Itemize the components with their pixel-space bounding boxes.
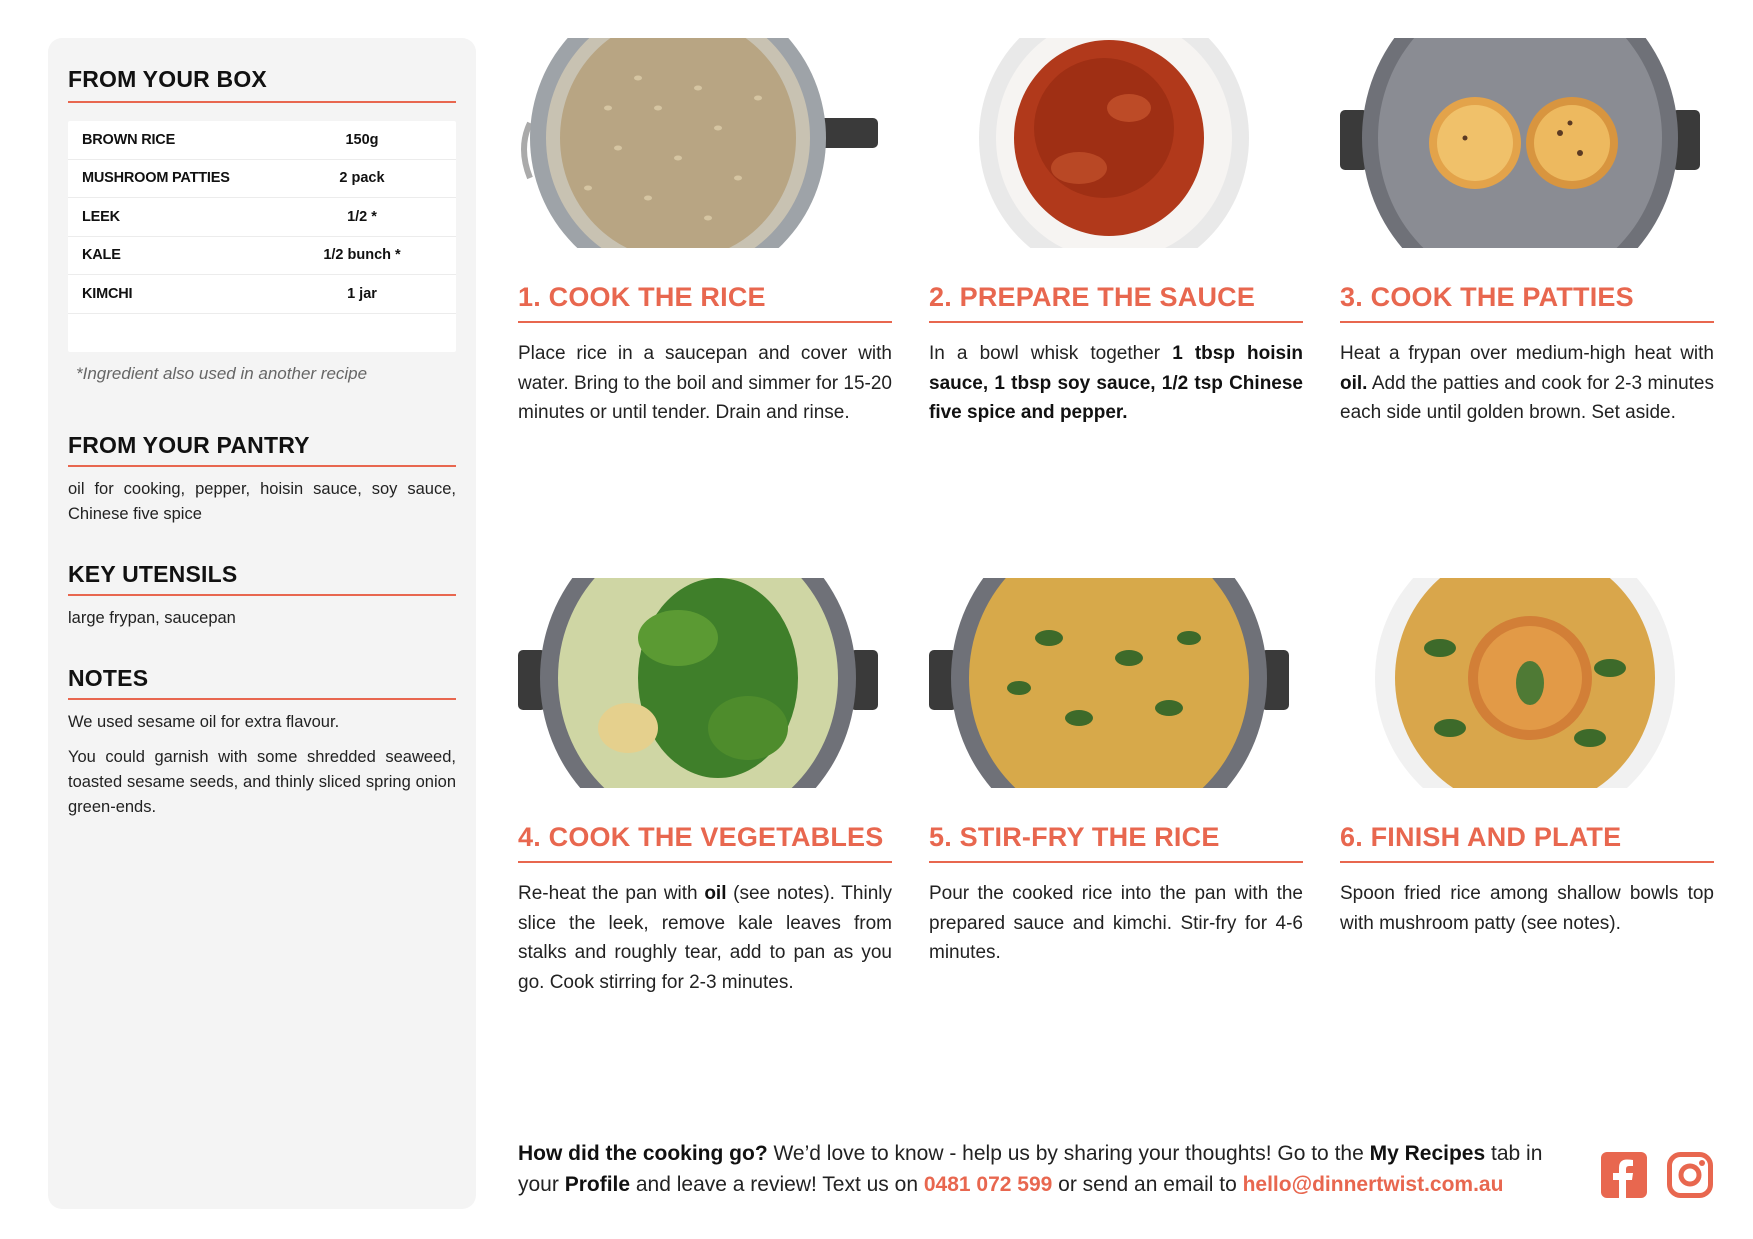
ingredient-name: MUSHROOM PATTIES xyxy=(82,170,230,187)
ingredient-row-empty xyxy=(68,314,456,352)
rice-in-colander-photo xyxy=(518,38,878,248)
step-title: 2. PREPARE THE SAUCE xyxy=(929,282,1303,323)
step-body-text: Heat a frypan over medium-high heat with xyxy=(1340,343,1714,364)
step-body-text: (see notes). Thinly slice the leek, remove kale leaves from stalks and roughly tear, add to pan as you go. Cook stirring for 2-3 minutes. xyxy=(518,883,892,993)
step-1 xyxy=(518,38,892,428)
ingredient-name: KIMCHI xyxy=(82,285,133,302)
ingredient-qty: 1 jar xyxy=(347,285,377,302)
step-4 xyxy=(518,578,892,997)
note-text: We used sesame oil for extra flavour. xyxy=(68,712,340,731)
footer-text: or send an email to xyxy=(1052,1173,1243,1196)
step-body xyxy=(518,879,892,997)
ingredient-name: LEEK xyxy=(82,208,120,225)
footer-bold: Profile xyxy=(564,1173,631,1196)
ingredient-footnote: *Ingredient also used in another recipe xyxy=(76,363,368,383)
footer-text: tab in your xyxy=(518,1142,1543,1196)
ingredient-name: KALE xyxy=(82,247,121,264)
ingredient-row xyxy=(68,237,456,276)
recipe-sidebar xyxy=(48,38,476,1209)
ingredient-row xyxy=(68,121,456,160)
step-5 xyxy=(929,578,1303,968)
step-body-text: Add the patties and cook for 2-3 minutes each side until golden brown. Set aside. xyxy=(1340,372,1714,423)
footer-text: We’d love to know - help us by sharing your thoughts! Go to the xyxy=(767,1142,1370,1165)
step-body xyxy=(929,339,1303,428)
facebook-icon[interactable] xyxy=(1601,1152,1647,1198)
step-title: 5. STIR-FRY THE RICE xyxy=(929,822,1303,863)
step-body-text: Place rice in a saucepan and cover with water. Bring to the boil and simmer for 15-20 minutes or until tender. Drain and rinse. xyxy=(518,343,892,423)
plated-dish-photo xyxy=(1340,578,1700,788)
pantry-section xyxy=(68,432,456,527)
step-6 xyxy=(1340,578,1714,938)
notes-section xyxy=(68,665,456,820)
step-3 xyxy=(1340,38,1714,428)
ingredient-qty: 2 pack xyxy=(339,170,385,187)
ingredient-row xyxy=(68,198,456,237)
pantry-text: oil for cooking, pepper, hoisin sauce, soy sauce, Chinese five spice xyxy=(68,479,456,523)
footer-bold: My Recipes xyxy=(1369,1142,1486,1165)
step-body xyxy=(1340,879,1714,938)
instagram-icon[interactable] xyxy=(1667,1152,1713,1198)
ingredient-table xyxy=(68,121,456,352)
step-body-bold: 1 tbsp hoisin sauce, 1 tbsp soy sauce, 1/2 tsp Chinese five spice and pepper. xyxy=(929,343,1303,423)
ingredient-qty: 1/2 bunch * xyxy=(323,247,401,264)
footer-link[interactable]: 0481 072 599 xyxy=(923,1173,1053,1196)
ingredient-row xyxy=(68,160,456,199)
step-body xyxy=(518,339,892,428)
utensils-text: large frypan, saucepan xyxy=(68,608,236,627)
step-body-text: Spoon fried rice among shallow bowls top with mushroom patty (see notes). xyxy=(1340,883,1714,934)
step-body xyxy=(1340,339,1714,428)
notes-heading: NOTES xyxy=(68,665,456,700)
footer-text: and leave a review! Text us on xyxy=(630,1173,924,1196)
ingredient-qty: 1/2 * xyxy=(347,208,377,225)
footer-bold: How did the cooking go? xyxy=(518,1142,768,1165)
vegetables-in-pan-photo xyxy=(518,578,878,788)
footer-link[interactable]: hello@dinnertwist.com.au xyxy=(1242,1173,1504,1196)
fried-rice-in-pan-photo xyxy=(929,578,1289,788)
step-body-text: In a bowl whisk together xyxy=(929,343,1173,364)
step-body-bold: oil. xyxy=(1340,372,1368,394)
ingredient-name: BROWN RICE xyxy=(82,131,176,148)
step-body-bold: oil xyxy=(704,883,727,904)
patties-in-pan-photo xyxy=(1340,38,1700,248)
note-text: You could garnish with some shredded seaweed, toasted sesame seeds, and thinly sliced spring onion green-ends. xyxy=(68,747,456,816)
sauce-bowl-photo xyxy=(929,38,1289,248)
step-body-text: Pour the cooked rice into the pan with the prepared sauce and kimchi. Stir-fry for 4-6 minutes. xyxy=(929,883,1303,963)
step-title: 4. COOK THE VEGETABLES xyxy=(518,822,892,863)
step-title: 1. COOK THE RICE xyxy=(518,282,892,323)
ingredient-qty: 150g xyxy=(345,131,379,148)
step-body xyxy=(929,879,1303,968)
utensils-heading: KEY UTENSILS xyxy=(68,561,456,596)
step-title: 3. COOK THE PATTIES xyxy=(1340,282,1714,323)
ingredient-row xyxy=(68,275,456,314)
step-title: 6. FINISH AND PLATE xyxy=(1340,822,1714,863)
pantry-heading: FROM YOUR PANTRY xyxy=(68,432,456,467)
feedback-footer xyxy=(518,1138,1568,1200)
from-your-box-heading: FROM YOUR BOX xyxy=(68,66,456,103)
utensils-section xyxy=(68,561,456,631)
step-2 xyxy=(929,38,1303,428)
step-body-text: Re-heat the pan with xyxy=(518,883,705,904)
